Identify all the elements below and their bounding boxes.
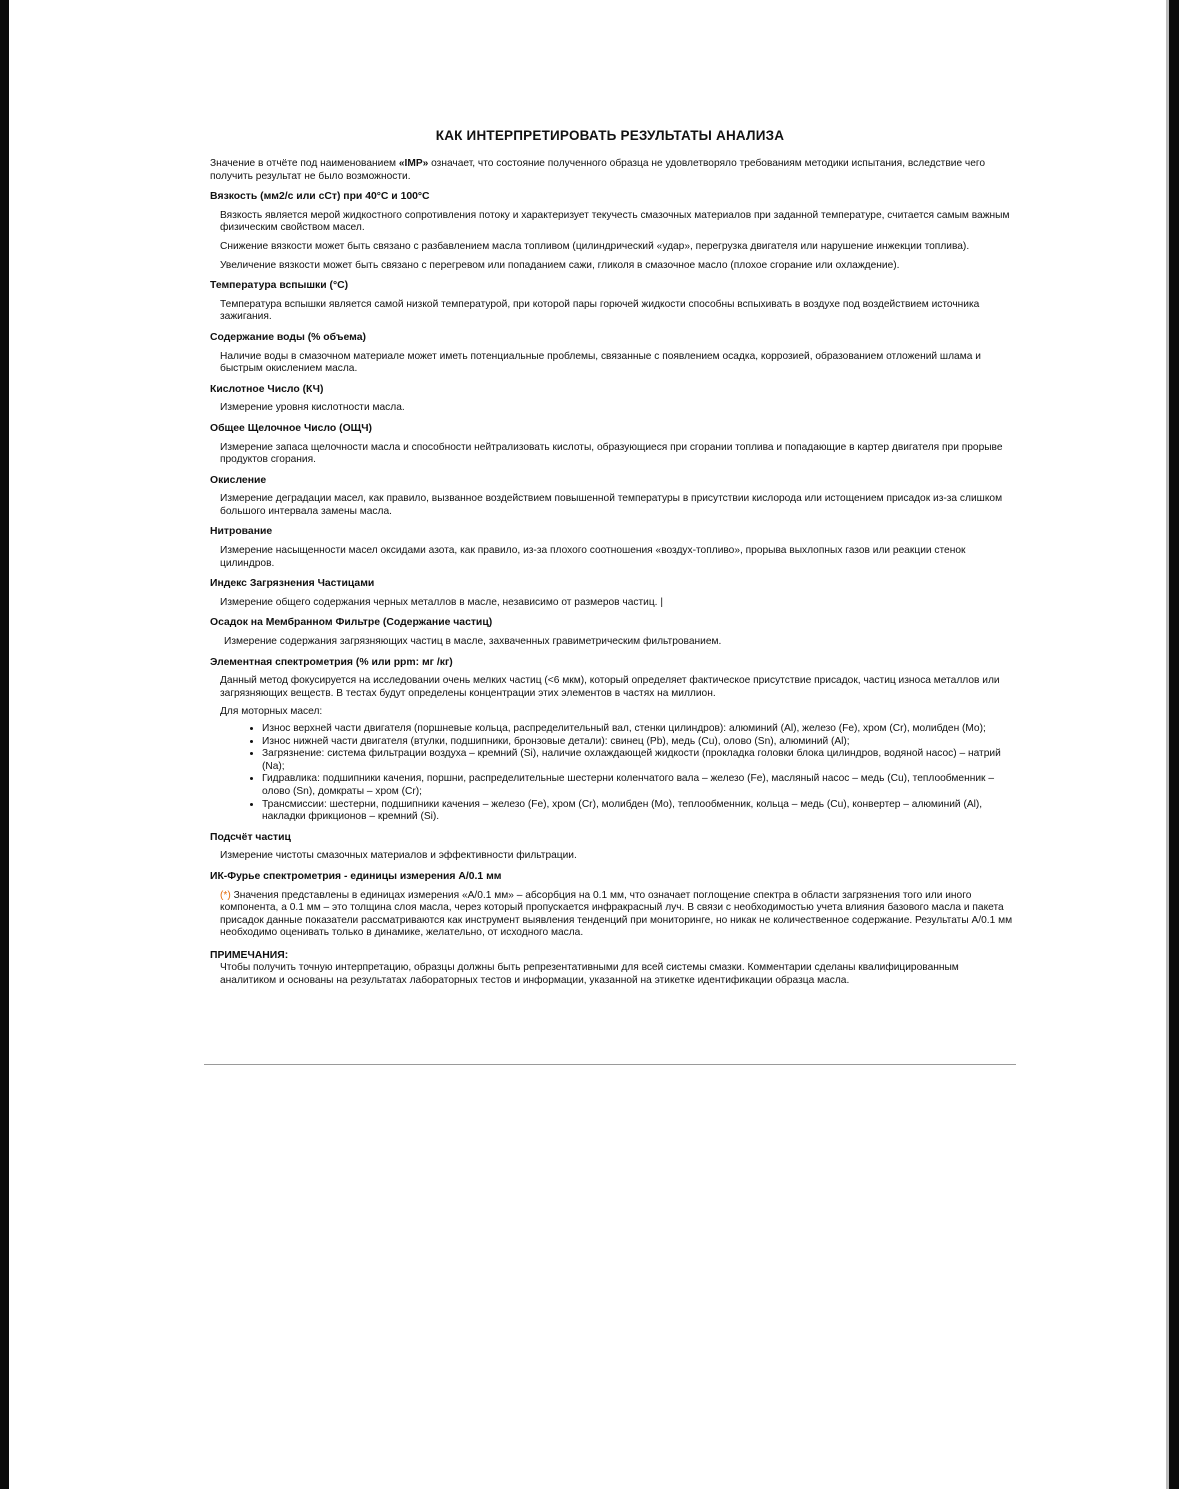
ftir-paragraph-text: Значения представлены в единицах измерения «A/0.1 мм» – абсорбция на 0.1 мм, что означает поглощение спектра в области загрязнения того или иного компонента, а 0.1 мм – это толщина слоя масла, через который пропускается инфракрасный луч. В связи с необходимостью учета влияния базового масла и пакета присадок данные показатели рассматриваются как инструмент выявления тенденций при мониторинге, но никак не количественное содержание. Результаты A/0.1 мм необходимо оценивать только в динамике, желательно, от исходного масла. xyxy=(220,889,1013,939)
flash-point-paragraph: Температура вспышки является самой низкой температурой, при которой пары горючей жидкости способны вспыхивать в воздухе под воздействием источника зажигания. xyxy=(220,298,980,323)
intro-text-before: Значение в отчёте под наименованием xyxy=(210,158,399,169)
acid-number-paragraph: Измерение уровня кислотности масла. xyxy=(220,402,405,414)
pq-index-heading: Индекс Загрязнения Частицами xyxy=(210,578,375,590)
intro-text-after: означает, что состояние полученного образца не удовлетворяло требованиям методики испытания, вследствие чего получить результат не было возможности. xyxy=(210,158,986,182)
viscosity-paragraph-1: Вязкость является мерой жидкостного сопротивления потоку и характеризует текучесть смазочных материалов при заданной температуре, считается самым важным физическим свойством масел. xyxy=(220,209,1010,234)
intro-bold-term: «IMP» xyxy=(398,158,429,169)
pq-index-paragraph: Измерение общего содержания черных металлов в масле, независимо от размеров частиц. | xyxy=(220,596,663,608)
notes-heading: ПРИМЕЧАНИЯ: xyxy=(210,949,289,961)
flash-point-heading: Температура вспышки (°C) xyxy=(210,280,349,292)
membrane-filter-heading: Осадок на Мембранном Фильтре (Содержание частиц) xyxy=(210,617,493,629)
spectrometry-paragraph-2: Для моторных масел: xyxy=(220,706,323,718)
viscosity-paragraph-2: Снижение вязкости может быть связано с разбавлением масла топливом (цилиндрический «удар», перегрузка двигателя или нарушение инжекции топлива). xyxy=(220,240,970,252)
ftir-heading: ИК-Фурье спектрометрия - единицы измерения A/0.1 мм xyxy=(210,870,502,882)
list-item: • Трансмиссии: шестерни, подшипники качения – железо (Fe), хром (Cr), молибден (Mo), теплообменник, кольца – медь (Cu), конвертер – алюминий (Al), накладки фрикционов – кремний (Si). xyxy=(262,799,1016,824)
base-number-heading: Общее Щелочное Число (ОЩЧ) xyxy=(210,422,373,434)
acid-number-heading: Кислотное Число (КЧ) xyxy=(210,383,324,395)
spectrometry-bullet-list xyxy=(204,723,1016,824)
membrane-filter-paragraph: Измерение содержания загрязняющих частиц в масле, захваченных гравиметрическим фильтрованием. xyxy=(224,636,722,648)
right-window-edge xyxy=(1169,0,1179,1489)
spectrometry-heading: Элементная спектрометрия (% или ppm: мг /кг) xyxy=(210,656,453,668)
left-window-edge xyxy=(0,0,9,1489)
list-item: • Износ нижней части двигателя (втулки, подшипники, бронзовые детали): свинец (Pb), медь (Cu), олово (Sn), алюминий (Al); xyxy=(262,736,1016,749)
list-item: • Износ верхней части двигателя (поршневые кольца, распределительный вал, стенки цилиндров): алюминий (Al), железо (Fe), хром (Cr), молибден (Mo); xyxy=(262,723,1016,736)
viscosity-heading: Вязкость (мм2/с или сСт) при 40°C и 100°C xyxy=(210,191,430,203)
ftir-paragraph xyxy=(220,890,1016,940)
list-item: • Загрязнение: система фильтрации воздуха – кремний (Si), наличие охлаждающей жидкости (прокладка головки блока цилиндров, водяной насос) – натрий (Na); xyxy=(262,748,1016,773)
oxidation-heading: Окисление xyxy=(210,474,267,486)
water-content-paragraph: Наличие воды в смазочном материале может иметь потенциальные проблемы, связанные с появлением осадка, коррозией, образованием отложений шлама и быстрым окислением масла. xyxy=(220,350,981,375)
water-content-heading: Содержание воды (% объема) xyxy=(210,331,366,343)
base-number-paragraph: Измерение запаса щелочности масла и способности нейтрализовать кислоты, образующиеся при сгорании топлива и попадающие в картер двигателя при прорыве продуктов сгорания. xyxy=(220,441,1003,466)
bottom-divider xyxy=(204,1064,1016,1065)
spectrometry-paragraph-1: Данный метод фокусируется на исследовании очень мелких частиц (<6 мкм), который определяет фактическое присутствие присадок, частиц износа металлов или загрязняющих веществ. В тестах будут определены концентрации этих элементов в частях на миллион. xyxy=(220,675,1000,699)
nitration-paragraph: Измерение насыщенности масел оксидами азота, как правило, из-за плохого соотношения «воздух-топливо», прорыва выхлопных газов или реакции стенок цилиндров. xyxy=(220,545,966,569)
viscosity-paragraph-3: Увеличение вязкости может быть связано с перегревом или попаданием сажи, гликоля в смазочное масло (плохое сгорание или охлаждение). xyxy=(220,259,900,271)
intro-paragraph xyxy=(210,158,1016,183)
oxidation-paragraph: Измерение деградации масел, как правило, вызванное воздействием повышенной температуры в присутствии кислорода или истощением присадок из-за слишком большого интервала замены масла. xyxy=(220,493,1003,517)
nitration-heading: Нитрование xyxy=(210,526,273,538)
list-item: • Гидравлика: подшипники качения, поршни, распределительные шестерни коленчатого вала – железо (Fe), масляный насос – медь (Cu), теплообменник – олово (Sn), домкраты – хром (Cr); xyxy=(262,773,1016,798)
ftir-asterisk-marker: (*) xyxy=(220,889,231,901)
document-page xyxy=(204,128,1016,987)
particle-count-heading: Подсчёт частиц xyxy=(210,831,291,843)
particle-count-paragraph: Измерение чистоты смазочных материалов и эффективности фильтрации. xyxy=(220,850,577,862)
notes-paragraph: Чтобы получить точную интерпретацию, образцы должны быть репрезентативными для всей системы смазки. Комментарии сделаны квалифицированным аналитиком и основаны на результатах лабораторных тестов и информации, указанной на этикетке идентификации образца масла. xyxy=(220,961,959,986)
document-title: КАК ИНТЕРПРЕТИРОВАТЬ РЕЗУЛЬТАТЫ АНАЛИЗА xyxy=(435,128,785,143)
